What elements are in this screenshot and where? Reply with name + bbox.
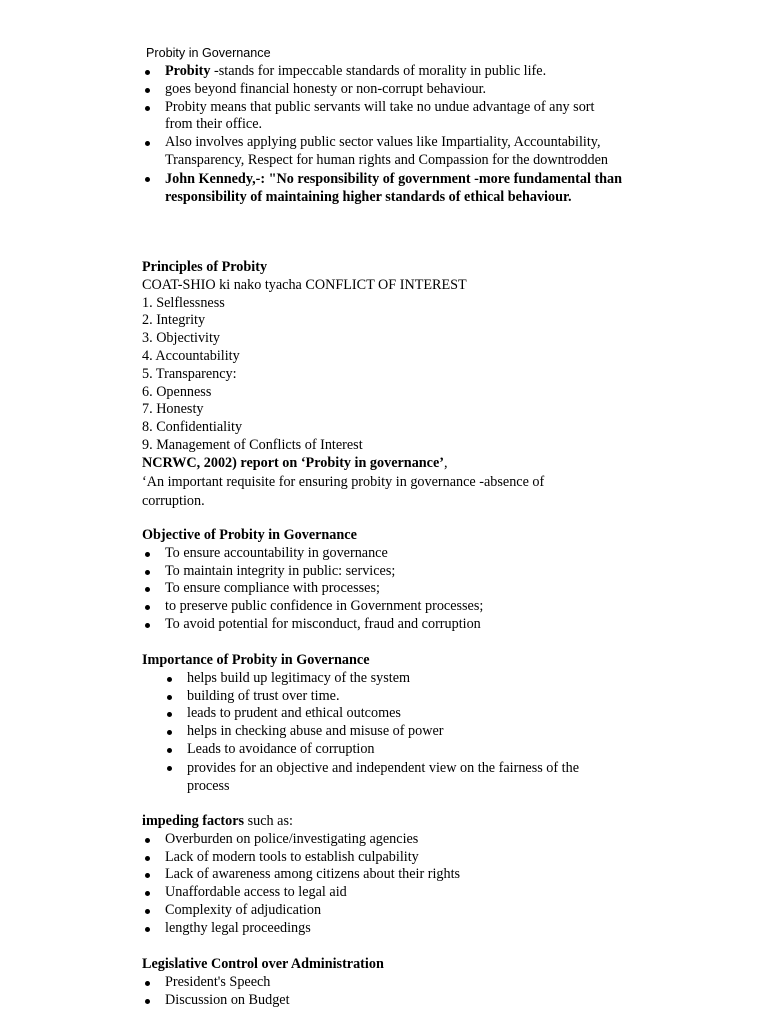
list-item: leads to prudent and ethical outcomes — [142, 705, 642, 723]
principles-heading: Principles of Probity — [142, 259, 268, 275]
principles-mnemonic: COAT-SHIO ki nako tyacha CONFLICT OF INTEREST — [142, 276, 467, 293]
list-item: provides for an objective and independent view on the fairness of the process — [142, 759, 607, 796]
list-item: Complexity of adjudication — [142, 902, 642, 920]
impeding-list — [142, 831, 642, 938]
intro-section — [142, 63, 642, 207]
report-title: NCRWC, 2002) report on ‘Probity in governance’ — [142, 454, 445, 471]
importance-section — [142, 652, 642, 796]
list-item: Overburden on police/investigating agencies — [142, 831, 642, 849]
document-title: Probity in Governance — [146, 46, 271, 60]
principle-item: 1. Selflessness — [142, 294, 225, 311]
impeding-section — [142, 813, 642, 938]
list-item: lengthy legal proceedings — [142, 920, 642, 938]
objective-section — [142, 527, 642, 634]
intro-list — [142, 63, 642, 207]
item-text: Probity means that public servants will take no undue advantage of any sort from their office. — [165, 98, 595, 133]
impeding-heading-rest: such as: — [244, 813, 293, 829]
principle-item: 8. Confidentiality — [142, 419, 243, 436]
principle-item: 2. Integrity — [142, 312, 206, 329]
list-item — [142, 99, 623, 135]
term-probity: Probity — [165, 63, 211, 79]
list-item — [142, 63, 642, 81]
list-item — [142, 81, 642, 99]
list-item: building of trust over time. — [142, 688, 642, 706]
report-tail: , — [444, 454, 448, 471]
principle-item: 9. Management of Conflicts of Interest — [142, 436, 363, 453]
item-text: Also involves applying public sector values like Impartiality, Accountability, Transparency, Respect for human rights and Compassion for the downtrodden — [165, 134, 609, 168]
list-item: helps in checking abuse and misuse of power — [142, 723, 642, 741]
legislative-section — [142, 956, 642, 1009]
impeding-heading-bold: impeding factors — [142, 813, 245, 829]
list-item: Leads to avoidance of corruption — [142, 741, 642, 759]
kennedy-quote: John Kennedy,-: "No responsibility of government -more fundamental than responsibility of maintaining higher standards of ethical behaviour. — [165, 170, 623, 206]
principle-item: 7. Honesty — [142, 401, 204, 418]
report-quote: ‘An important requisite for ensuring probity in governance -absence of corruption. — [142, 473, 545, 509]
list-item: To avoid potential for misconduct, fraud and corruption — [142, 616, 642, 634]
report-line — [142, 455, 642, 473]
principle-item: 3. Objectivity — [142, 330, 221, 347]
principles-section — [142, 259, 642, 511]
list-item: Discussion on Budget — [142, 992, 642, 1010]
principle-item: 4. Accountability — [142, 347, 240, 364]
list-item: helps build up legitimacy of the system — [142, 670, 642, 688]
legislative-list — [142, 974, 642, 1010]
list-item: To ensure compliance with processes; — [142, 580, 642, 598]
list-item: Lack of awareness among citizens about their rights — [142, 866, 642, 884]
list-item — [142, 134, 613, 170]
list-item: Lack of modern tools to establish culpability — [142, 849, 642, 867]
importance-heading: Importance of Probity in Governance — [142, 652, 370, 668]
principle-item: 6. Openness — [142, 383, 212, 400]
impeding-heading — [142, 813, 642, 831]
principle-item: 5. Transparency: — [142, 365, 237, 382]
list-item: President's Speech — [142, 974, 642, 992]
list-item: to preserve public confidence in Government processes; — [142, 598, 642, 616]
item-text: goes beyond financial honesty or non-corrupt behaviour. — [165, 80, 487, 97]
list-item: Unaffordable access to legal aid — [142, 884, 642, 902]
legislative-heading: Legislative Control over Administration — [142, 956, 384, 972]
list-item: To maintain integrity in public: services; — [142, 563, 642, 581]
objective-heading: Objective of Probity in Governance — [142, 527, 357, 543]
list-item — [142, 170, 625, 207]
list-item: To ensure accountability in governance — [142, 545, 642, 563]
importance-list — [142, 670, 642, 796]
item-text: -stands for impeccable standards of morality in public life. — [210, 63, 547, 79]
objective-list — [142, 545, 642, 634]
